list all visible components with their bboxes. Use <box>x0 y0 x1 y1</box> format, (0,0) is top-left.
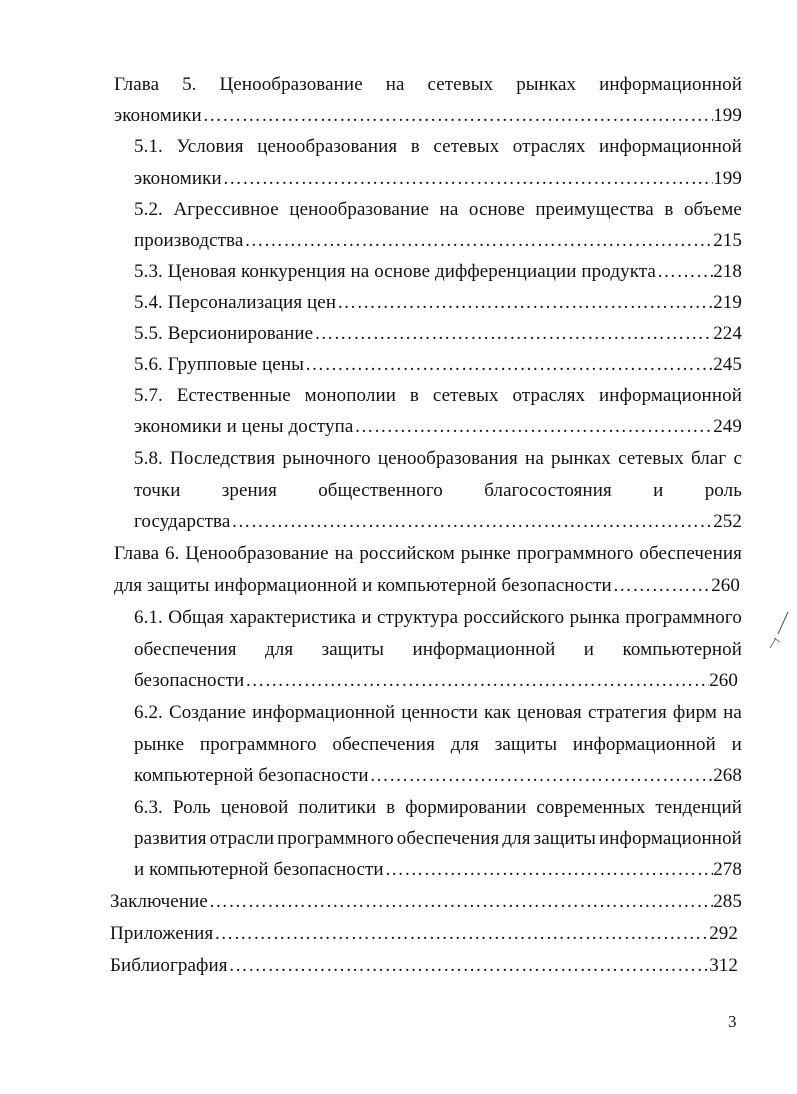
dot-leader <box>314 322 713 346</box>
word: в <box>410 136 420 157</box>
toc-conclusion <box>110 890 742 914</box>
word: для <box>450 734 479 755</box>
word: характеристика <box>229 607 357 628</box>
dot-leader <box>385 858 713 882</box>
word: с <box>733 448 742 469</box>
toc-chapter-5-line-1 <box>114 73 742 97</box>
word: 6. <box>165 543 180 564</box>
word: ценообразования <box>377 448 518 469</box>
toc-page-number: 312 <box>709 955 738 976</box>
toc-page-number: 260 <box>709 670 738 691</box>
word: фирм <box>672 702 718 723</box>
word: информационной <box>599 385 742 406</box>
toc-entry-title: производства <box>134 230 244 251</box>
word: защиты <box>494 734 558 755</box>
word: и <box>583 639 595 660</box>
word: объеме <box>683 199 742 220</box>
toc-page-number: 278 <box>713 859 742 880</box>
toc-entry-title: Библиография <box>110 955 228 976</box>
word: 6.2. <box>134 702 163 723</box>
toc-entry-title: 5.3. Ценовая конкуренция на основе дифференциации продукта <box>134 261 656 282</box>
word: рынках <box>516 74 577 95</box>
word: и <box>361 607 372 628</box>
word: отрасли <box>209 828 275 849</box>
toc-entry-title: экономики <box>134 168 222 189</box>
toc-page-number: 219 <box>713 292 742 313</box>
page-number: 3 <box>728 1012 737 1031</box>
toc-entry-title: 5.5. Версионирование <box>134 323 314 344</box>
toc-chapter-6-line-2 <box>114 574 740 598</box>
dot-leader <box>370 764 714 788</box>
dot-leader <box>337 291 713 315</box>
word: зрения <box>221 480 277 501</box>
word: и <box>731 734 742 755</box>
word: для <box>264 639 294 660</box>
word: Последствия <box>170 448 276 469</box>
word: благ <box>690 448 727 469</box>
word: Глава <box>114 543 160 564</box>
dot-leader <box>203 104 713 128</box>
word: российского <box>463 607 565 628</box>
word: сетевых <box>618 448 684 469</box>
dot-leader <box>305 353 713 377</box>
toc-entry-title: экономики <box>114 105 202 126</box>
toc-section-5-8-line-1 <box>134 447 742 471</box>
word: обеспечения <box>396 828 500 849</box>
toc-entry-title: 5.4. Персонализация цен <box>134 292 337 313</box>
toc-entry-title: экономики и цены доступа <box>134 416 354 437</box>
toc-entry-title: для защиты информационной и компьютерной безопасности <box>114 575 612 596</box>
toc-entry-title: Приложения <box>110 923 214 944</box>
word: основе <box>468 199 525 220</box>
word: для <box>502 828 531 849</box>
word: структура <box>377 607 459 628</box>
word: преимущества <box>535 199 654 220</box>
dot-leader <box>231 510 713 534</box>
word: Роль <box>172 797 211 818</box>
word: на <box>723 702 742 723</box>
toc-section-6-2-line-1 <box>134 701 742 725</box>
dot-leader <box>229 954 710 978</box>
word: 5. <box>182 74 197 95</box>
word: информационной <box>599 74 742 95</box>
word: монополии <box>304 385 396 406</box>
word: Ценообразование <box>185 543 329 564</box>
word: Глава <box>114 74 160 95</box>
toc-page-number: 260 <box>711 575 740 596</box>
word: ценности <box>401 702 478 723</box>
word: сетевых <box>433 136 500 157</box>
word: рынка <box>569 607 620 628</box>
word: 6.3. <box>134 797 163 818</box>
word: информационной <box>412 639 556 660</box>
word: развития <box>134 828 207 849</box>
toc-entry-title: безопасности <box>134 670 245 691</box>
toc-section-6-3-line-3 <box>134 858 742 882</box>
word: информационной <box>572 734 716 755</box>
dot-leader <box>613 574 711 598</box>
word: ценообразования <box>257 136 398 157</box>
word: сетевых <box>432 385 499 406</box>
dot-leader <box>209 890 713 914</box>
toc-section-6-2-line-2 <box>134 733 742 757</box>
word: рыночного <box>282 448 371 469</box>
word: отраслях <box>512 385 586 406</box>
toc-section-5-8-line-3 <box>134 510 742 534</box>
word: в <box>409 385 419 406</box>
toc-entry-title: 5.6. Групповые цены <box>134 354 304 375</box>
word: точки <box>134 480 181 501</box>
toc-section-5-8-line-2 <box>134 479 742 503</box>
word: 5.2. <box>134 199 163 220</box>
word: формировании <box>405 797 527 818</box>
toc-section-6-3-line-2 <box>134 827 742 851</box>
dot-leader <box>245 669 709 693</box>
word: программного <box>277 828 394 849</box>
word: Ценообразование <box>219 74 363 95</box>
toc-section-6-3-line-1 <box>134 796 742 820</box>
toc-page-number: 218 <box>713 261 742 282</box>
toc-section-5-2-line-1 <box>134 198 742 222</box>
word: как <box>483 702 511 723</box>
dot-leader <box>244 229 713 253</box>
word: защиты <box>321 639 385 660</box>
word: информационной <box>599 828 742 849</box>
toc-section-6-2-line-3 <box>134 764 742 788</box>
toc-section-6-1-line-1 <box>134 606 742 630</box>
word: программного <box>199 734 317 755</box>
word: 5.7. <box>134 385 163 406</box>
word: рынках <box>551 448 611 469</box>
word: 6.1. <box>134 607 163 628</box>
word: и <box>653 480 664 501</box>
toc-entry-title: и компьютерной безопасности <box>134 859 384 880</box>
word: защиты <box>533 828 596 849</box>
toc-page-number: 249 <box>713 416 742 437</box>
word: 5.1. <box>134 136 163 157</box>
word: благосостояния <box>484 480 612 501</box>
word: информационной <box>598 136 742 157</box>
toc-page-number: 199 <box>713 105 742 126</box>
toc-chapter-6-line-1 <box>114 542 742 566</box>
dot-leader <box>214 922 709 946</box>
toc-page-number: 252 <box>713 511 742 532</box>
word: Естественные <box>176 385 291 406</box>
toc-section-5-1-line-2 <box>134 167 742 191</box>
toc-bibliography <box>110 954 738 978</box>
word: в <box>386 797 396 818</box>
dot-leader <box>223 167 713 191</box>
word: Создание <box>169 702 247 723</box>
word: на <box>525 448 544 469</box>
word: стратегия <box>588 702 667 723</box>
word: отраслях <box>512 136 586 157</box>
scan-mark <box>760 608 790 668</box>
word: программного <box>516 543 634 564</box>
toc-section-5-4 <box>134 291 742 315</box>
word: в <box>664 199 674 220</box>
toc-section-5-6 <box>134 353 742 377</box>
toc-section-5-7-line-2 <box>134 415 742 439</box>
toc-entry-title: Заключение <box>110 891 208 912</box>
toc-entry-title: компьютерной безопасности <box>134 765 369 786</box>
word: современных <box>536 797 646 818</box>
word: обеспечения <box>134 639 237 660</box>
word: на <box>439 199 459 220</box>
word: информационной <box>252 702 396 723</box>
toc-section-6-1-line-3 <box>134 669 738 693</box>
toc-page-number: 245 <box>713 354 742 375</box>
word: ценовой <box>220 797 289 818</box>
toc-appendices <box>110 922 738 946</box>
word: ценовая <box>517 702 582 723</box>
dot-leader <box>354 415 713 439</box>
toc-entry-title: государства <box>134 511 231 532</box>
word: 5.8. <box>134 448 163 469</box>
word: Общая <box>168 607 224 628</box>
word: рынке <box>460 543 511 564</box>
toc-section-5-5 <box>134 322 742 346</box>
word: политики <box>298 797 377 818</box>
toc-section-5-3 <box>134 260 742 284</box>
toc-chapter-5-line-2 <box>114 104 742 128</box>
word: на <box>334 543 354 564</box>
word: рынке <box>134 734 185 755</box>
word: роль <box>704 480 742 501</box>
word: программного <box>625 607 742 628</box>
word: на <box>385 74 405 95</box>
toc-section-5-1-line-1 <box>134 135 742 159</box>
toc-page-number: 292 <box>709 923 738 944</box>
word: российском <box>359 543 455 564</box>
toc-section-5-7-line-1 <box>134 384 742 408</box>
toc-page-number: 215 <box>713 230 742 251</box>
word: обеспечения <box>332 734 435 755</box>
toc-page-number: 268 <box>713 765 742 786</box>
word: тенденций <box>655 797 742 818</box>
dot-leader <box>657 260 713 284</box>
word: Агрессивное <box>173 199 279 220</box>
word: обеспечения <box>639 543 742 564</box>
word: Условия <box>176 136 244 157</box>
word: общественного <box>318 480 443 501</box>
toc-page-number: 199 <box>713 168 742 189</box>
word: ценообразование <box>289 199 430 220</box>
toc-page-number: 224 <box>713 323 742 344</box>
word: компьютерной <box>622 639 742 660</box>
toc-section-6-1-line-2 <box>134 638 742 662</box>
toc-page-number: 285 <box>713 891 742 912</box>
word: сетевых <box>427 74 494 95</box>
toc-section-5-2-line-2 <box>134 229 742 253</box>
